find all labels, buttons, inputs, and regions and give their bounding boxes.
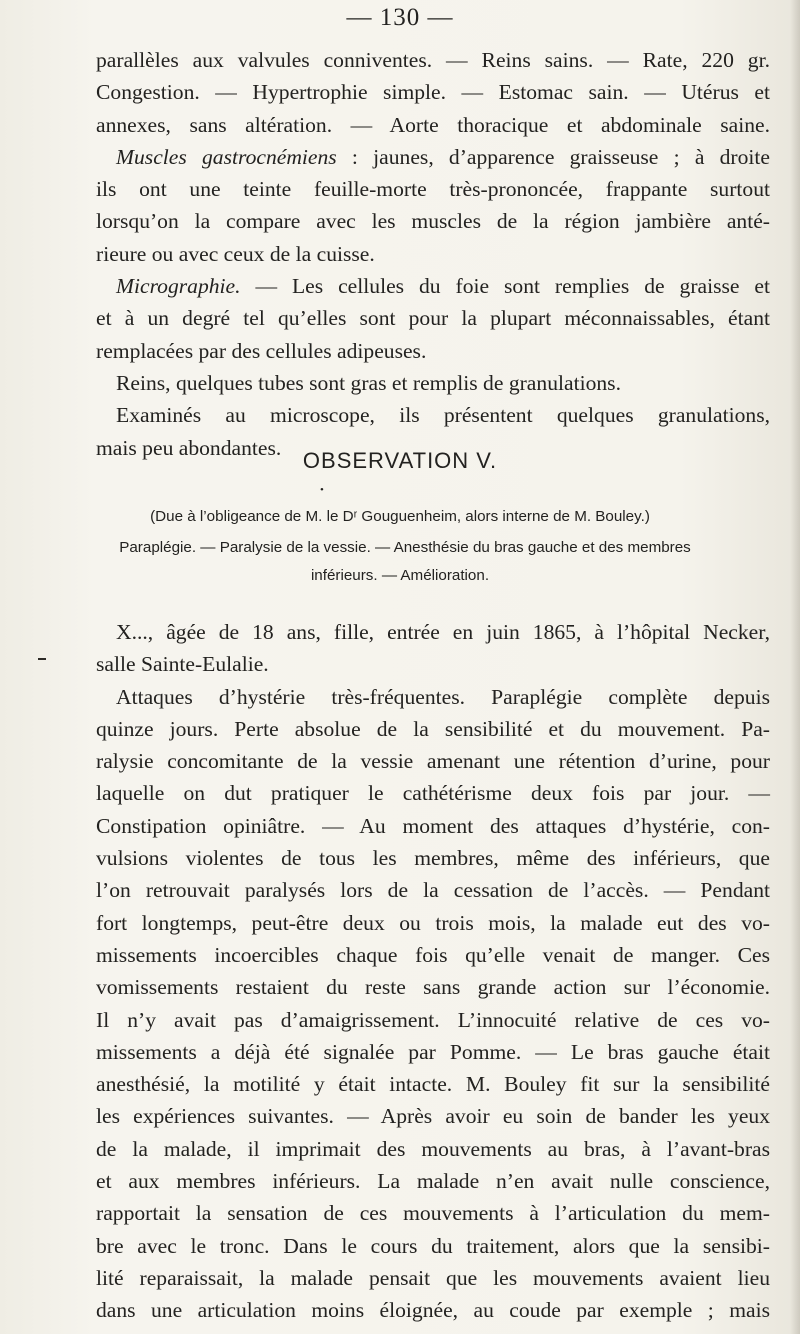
text-line: ils ont une teinte feuille-morte très-prononcée, frappante surtout bbox=[96, 177, 770, 202]
text-line-italic-start bbox=[96, 270, 770, 302]
text-line: et aux membres inférieurs. La malade n’en avait nulle conscience, bbox=[96, 1169, 770, 1194]
credit-line: (Due à l’obligeance de M. le Dʳ Gouguenheim, alors interne de M. Bouley.) bbox=[150, 508, 650, 525]
text-line: vomissements restaient du reste sans grande action sur l’économie. bbox=[96, 975, 770, 1000]
text-line: dans une articulation moins éloignée, au coude par exemple ; mais bbox=[96, 1298, 770, 1323]
text-line: annexes, sans altération. — Aorte thoracique et abdominale saine. bbox=[96, 112, 770, 137]
text-line: Il n’y avait pas d’amaigrissement. L’innocuité relative de ces vo- bbox=[96, 1007, 770, 1032]
text-line: Congestion. — Hypertrophie simple. — Estomac sain. — Utérus et bbox=[96, 80, 770, 105]
page-edge-shadow bbox=[790, 0, 800, 1334]
text-line: Reins, quelques tubes sont gras et remplis de granulations. bbox=[116, 370, 621, 395]
text-line: parallèles aux valvules conniventes. — Reins sains. — Rate, 220 gr. bbox=[96, 48, 770, 72]
text-line: remplacées par des cellules adipeuses. bbox=[96, 338, 427, 363]
page-number: — 130 — bbox=[346, 4, 454, 31]
paragraph-case bbox=[96, 616, 770, 1327]
margin-mark bbox=[38, 658, 46, 660]
observation-heading: OBSERVATION V. bbox=[302, 448, 498, 473]
ink-dot: • bbox=[320, 484, 324, 496]
text-line: fort longtemps, peut-être deux ou trois mois, la malade eut des vo- bbox=[96, 910, 770, 935]
text-line: rapportait la sensation de ces mouvements à l’articulation du mem- bbox=[96, 1201, 770, 1226]
italic-label: Muscles gastrocnémiens bbox=[116, 144, 337, 169]
text-line-rest: — Les cellules du foie sont remplies de graisse et bbox=[240, 274, 770, 299]
text-line: lorsqu’on la compare avec les muscles de la région jambière anté- bbox=[96, 209, 770, 234]
summary-line: Paraplégie. — Paralysie de la vessie. — Anesthésie du bras gauche et des membres bbox=[119, 539, 691, 556]
text-line: anesthésié, la motilité y était intacte. M. Bouley fit sur la sensibilité bbox=[96, 1072, 770, 1097]
text-line: lité reparaissait, la malade pensait que les mouvements avaient lieu bbox=[96, 1265, 770, 1290]
text-line: Constipation opiniâtre. — Au moment des attaques d’hystérie, con- bbox=[96, 813, 770, 838]
text-line: de la malade, il imprimait des mouvements au bras, à l’avant-bras bbox=[96, 1136, 770, 1161]
text-line: laquelle on dut pratiquer le cathétérisme deux fois par jour. — bbox=[96, 781, 770, 806]
text-line: missements incoercibles chaque fois qu’elle venait de manger. Ces bbox=[96, 942, 770, 967]
text-line: rieure ou avec ceux de la cuisse. bbox=[96, 241, 375, 266]
text-line: vulsions violentes de tous les membres, même des inférieurs, que bbox=[96, 846, 770, 871]
text-line: missements a déjà été signalée par Pomme. — Le bras gauche était bbox=[96, 1039, 770, 1064]
text-line: X..., âgée de 18 ans, fille, entrée en juin 1865, à l’hôpital Necker, bbox=[116, 620, 770, 644]
text-line: l’on retrouvait paralysés lors de la cessation de l’accès. — Pendant bbox=[96, 878, 770, 903]
text-line-italic-start bbox=[96, 141, 770, 173]
text-line: les expériences suivantes. — Après avoir eu soin de bander les yeux bbox=[96, 1104, 770, 1129]
text-line: ralysie concomitante de la vessie amenant une rétention d’urine, pour bbox=[96, 749, 770, 774]
text-line-rest: : jaunes, d’apparence graisseuse ; à droite bbox=[336, 144, 770, 169]
summary-line: inférieurs. — Amélioration. bbox=[310, 567, 490, 584]
text-line: bre avec le tronc. Dans le cours du traitement, alors que la sensibi- bbox=[96, 1233, 770, 1258]
paragraph-autopsy bbox=[96, 44, 770, 464]
text-line: et à un degré tel qu’elles sont pour la plupart méconnaissables, étant bbox=[96, 306, 770, 331]
text-line: Attaques d’hystérie très-fréquentes. Paraplégie complète depuis bbox=[116, 684, 770, 709]
text-line: mais peu abondantes. bbox=[96, 435, 282, 460]
text-line: quinze jours. Perte absolue de la sensibilité et du mouvement. Pa- bbox=[96, 716, 770, 741]
italic-label: Micrographie. bbox=[116, 274, 241, 299]
text-line: Examinés au microscope, ils présentent quelques granulations, bbox=[116, 403, 770, 428]
text-line: salle Sainte-Eulalie. bbox=[96, 652, 269, 677]
